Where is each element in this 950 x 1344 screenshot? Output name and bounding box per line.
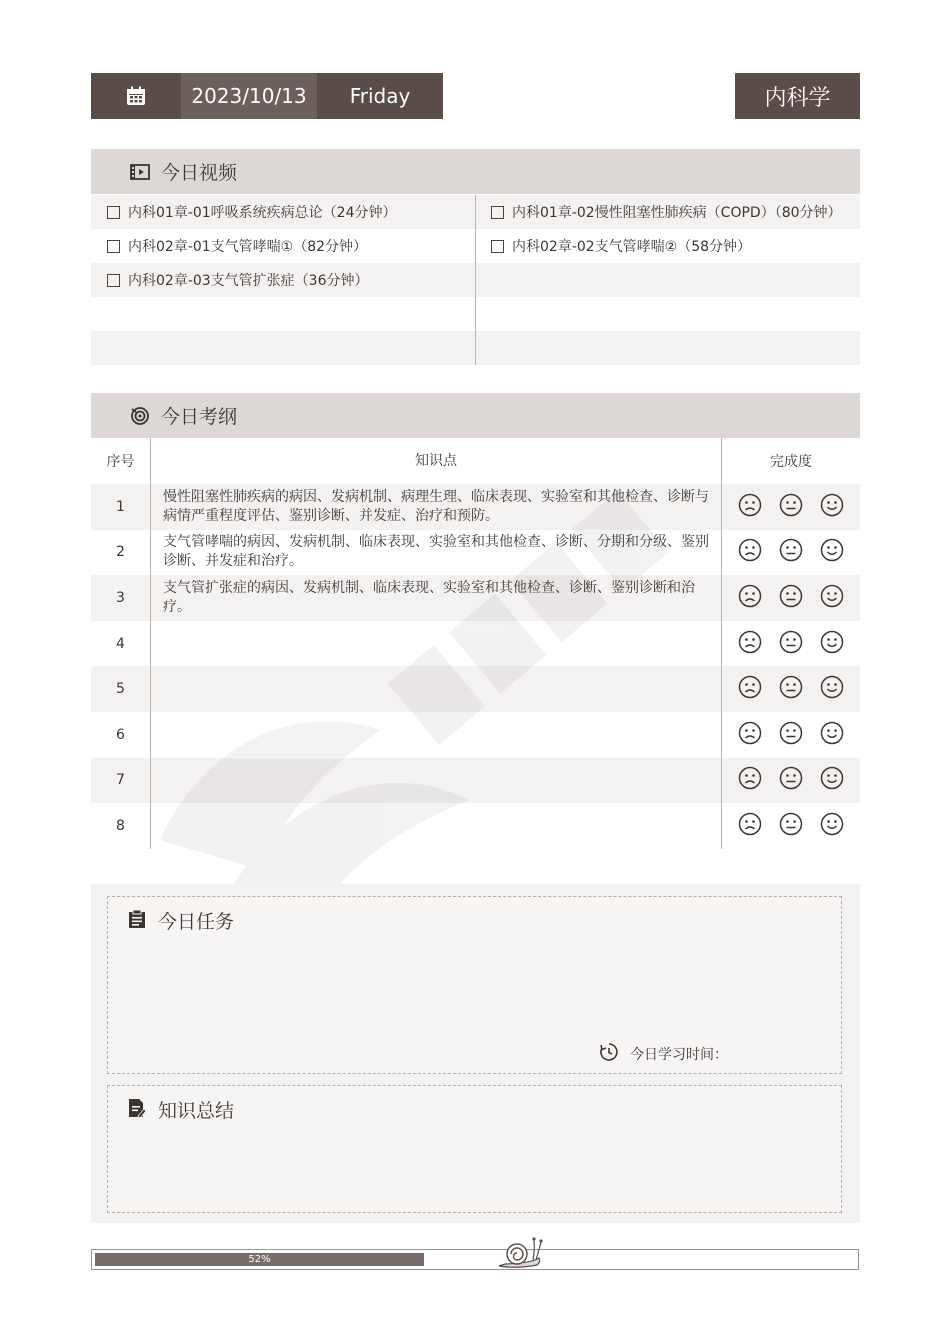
progress-label: 52% bbox=[248, 1254, 271, 1265]
video-empty-cell bbox=[476, 263, 860, 297]
sad-face-icon[interactable] bbox=[738, 675, 762, 703]
video-item-label: 内科02章-02支气管哮喘②（58分钟） bbox=[512, 239, 752, 255]
summary-title: 知识总结 bbox=[158, 1100, 235, 1122]
completion-faces bbox=[722, 766, 860, 794]
happy-face-icon[interactable] bbox=[820, 493, 844, 521]
video-empty-cell bbox=[476, 297, 860, 331]
completion-faces bbox=[722, 721, 860, 749]
completion-faces bbox=[722, 538, 860, 566]
weekday-value: Friday bbox=[349, 84, 411, 108]
table-row bbox=[91, 575, 860, 621]
study-time-label: 今日学习时间： bbox=[630, 1047, 728, 1063]
happy-face-icon[interactable] bbox=[820, 584, 844, 612]
neutral-face-icon[interactable] bbox=[779, 766, 803, 794]
video-row bbox=[91, 297, 860, 331]
checkbox[interactable] bbox=[107, 240, 120, 253]
sad-face-icon[interactable] bbox=[738, 584, 762, 612]
table-row bbox=[91, 712, 860, 758]
tasks-title: 今日任务 bbox=[158, 911, 235, 933]
happy-face-icon[interactable] bbox=[820, 721, 844, 749]
date-value: 2023/10/13 bbox=[181, 73, 317, 119]
progress-fill bbox=[95, 1253, 424, 1266]
neutral-face-icon[interactable] bbox=[779, 721, 803, 749]
clipboard-icon bbox=[128, 909, 146, 933]
completion-faces bbox=[722, 493, 860, 521]
neutral-face-icon[interactable] bbox=[779, 812, 803, 840]
target-icon bbox=[129, 405, 151, 427]
row-completion bbox=[722, 803, 861, 849]
completion-faces bbox=[722, 584, 860, 612]
video-row bbox=[91, 331, 860, 365]
snail-icon bbox=[497, 1232, 543, 1270]
happy-face-icon[interactable] bbox=[820, 812, 844, 840]
sad-face-icon[interactable] bbox=[738, 766, 762, 794]
neutral-face-icon[interactable] bbox=[779, 538, 803, 566]
outline-section-header bbox=[91, 393, 860, 438]
col-index-header: 序号 bbox=[91, 438, 151, 484]
row-knowledge-point bbox=[151, 666, 722, 712]
row-completion bbox=[722, 712, 861, 758]
table-row bbox=[91, 621, 860, 667]
video-empty-cell bbox=[476, 331, 860, 365]
timer-icon bbox=[598, 1041, 620, 1067]
happy-face-icon[interactable] bbox=[820, 538, 844, 566]
row-index: 6 bbox=[91, 712, 151, 758]
video-empty-cell bbox=[91, 297, 476, 331]
videos-section-header bbox=[91, 149, 860, 194]
sad-face-icon[interactable] bbox=[738, 630, 762, 658]
row-knowledge-point: 支气管哮喘的病因、发病机制、临床表现、实验室和其他检查、诊断、分期和分级、鉴别诊断、并发症和治疗。 bbox=[151, 530, 722, 576]
neutral-face-icon[interactable] bbox=[779, 630, 803, 658]
row-knowledge-point bbox=[151, 803, 722, 849]
videos-title: 今日视频 bbox=[161, 162, 238, 184]
happy-face-icon[interactable] bbox=[820, 630, 844, 658]
film-icon bbox=[129, 161, 151, 183]
row-index: 8 bbox=[91, 803, 151, 849]
video-row bbox=[91, 195, 860, 229]
row-knowledge-point: 支气管扩张症的病因、发病机制、临床表现、实验室和其他检查、诊断、鉴别诊断和治疗。 bbox=[151, 575, 722, 621]
happy-face-icon[interactable] bbox=[820, 766, 844, 794]
subject-label: 内科学 bbox=[735, 73, 860, 119]
video-item-label: 内科01章-01呼吸系统疾病总论（24分钟） bbox=[128, 205, 397, 221]
checkbox[interactable] bbox=[491, 206, 504, 219]
table-row bbox=[91, 803, 860, 849]
table-row bbox=[91, 530, 860, 576]
table-row bbox=[91, 758, 860, 804]
checkbox[interactable] bbox=[107, 206, 120, 219]
video-item[interactable] bbox=[91, 229, 476, 263]
summary-header bbox=[128, 1096, 234, 1123]
study-time bbox=[598, 1041, 728, 1067]
happy-face-icon[interactable] bbox=[820, 675, 844, 703]
neutral-face-icon[interactable] bbox=[779, 675, 803, 703]
row-index: 2 bbox=[91, 530, 151, 576]
sad-face-icon[interactable] bbox=[738, 538, 762, 566]
video-item[interactable] bbox=[476, 195, 860, 229]
video-item[interactable] bbox=[476, 229, 860, 263]
outline-table bbox=[91, 438, 860, 849]
date-header bbox=[91, 73, 443, 119]
completion-faces bbox=[722, 812, 860, 840]
video-item[interactable] bbox=[91, 263, 476, 297]
video-item[interactable] bbox=[91, 195, 476, 229]
progress-bar bbox=[91, 1249, 859, 1270]
row-index: 1 bbox=[91, 484, 151, 530]
sad-face-icon[interactable] bbox=[738, 812, 762, 840]
video-item-label: 内科02章-01支气管哮喘①（82分钟） bbox=[128, 239, 368, 255]
row-index: 7 bbox=[91, 758, 151, 804]
summary-box[interactable] bbox=[107, 1085, 842, 1213]
row-completion bbox=[722, 575, 861, 621]
tasks-box[interactable] bbox=[107, 896, 842, 1074]
row-index: 4 bbox=[91, 621, 151, 667]
row-completion bbox=[722, 666, 861, 712]
row-knowledge-point: 慢性阻塞性肺疾病的病因、发病机制、病理生理、临床表现、实验室和其他检查、诊断与病情严重程度评估、鉴别诊断、并发症、治疗和预防。 bbox=[151, 484, 722, 530]
checkbox[interactable] bbox=[491, 240, 504, 253]
checkbox[interactable] bbox=[107, 274, 120, 287]
neutral-face-icon[interactable] bbox=[779, 584, 803, 612]
row-knowledge-point bbox=[151, 758, 722, 804]
row-completion bbox=[722, 621, 861, 667]
row-index: 3 bbox=[91, 575, 151, 621]
table-row bbox=[91, 484, 860, 530]
video-row bbox=[91, 229, 860, 263]
table-row bbox=[91, 666, 860, 712]
col-point-header: 知识点 bbox=[151, 438, 722, 484]
video-item-label: 内科01章-02慢性阻塞性肺疾病（COPD）（80分钟） bbox=[512, 205, 842, 221]
video-empty-cell bbox=[91, 331, 476, 365]
tasks-header bbox=[128, 907, 234, 934]
calendar-icon bbox=[91, 73, 181, 119]
col-done-header: 完成度 bbox=[722, 438, 861, 484]
row-knowledge-point bbox=[151, 621, 722, 667]
sad-face-icon[interactable] bbox=[738, 721, 762, 749]
video-row bbox=[91, 263, 860, 297]
video-item-label: 内科02章-03支气管扩张症（36分钟） bbox=[128, 273, 369, 289]
video-list bbox=[91, 195, 860, 365]
outline-title: 今日考纲 bbox=[161, 406, 238, 428]
row-completion bbox=[722, 530, 861, 576]
neutral-face-icon[interactable] bbox=[779, 493, 803, 521]
row-completion bbox=[722, 758, 861, 804]
row-knowledge-point bbox=[151, 712, 722, 758]
task-area bbox=[91, 884, 860, 1223]
row-completion bbox=[722, 484, 861, 530]
completion-faces bbox=[722, 630, 860, 658]
completion-faces bbox=[722, 675, 860, 703]
row-index: 5 bbox=[91, 666, 151, 712]
document-edit-icon bbox=[128, 1098, 146, 1122]
sad-face-icon[interactable] bbox=[738, 493, 762, 521]
